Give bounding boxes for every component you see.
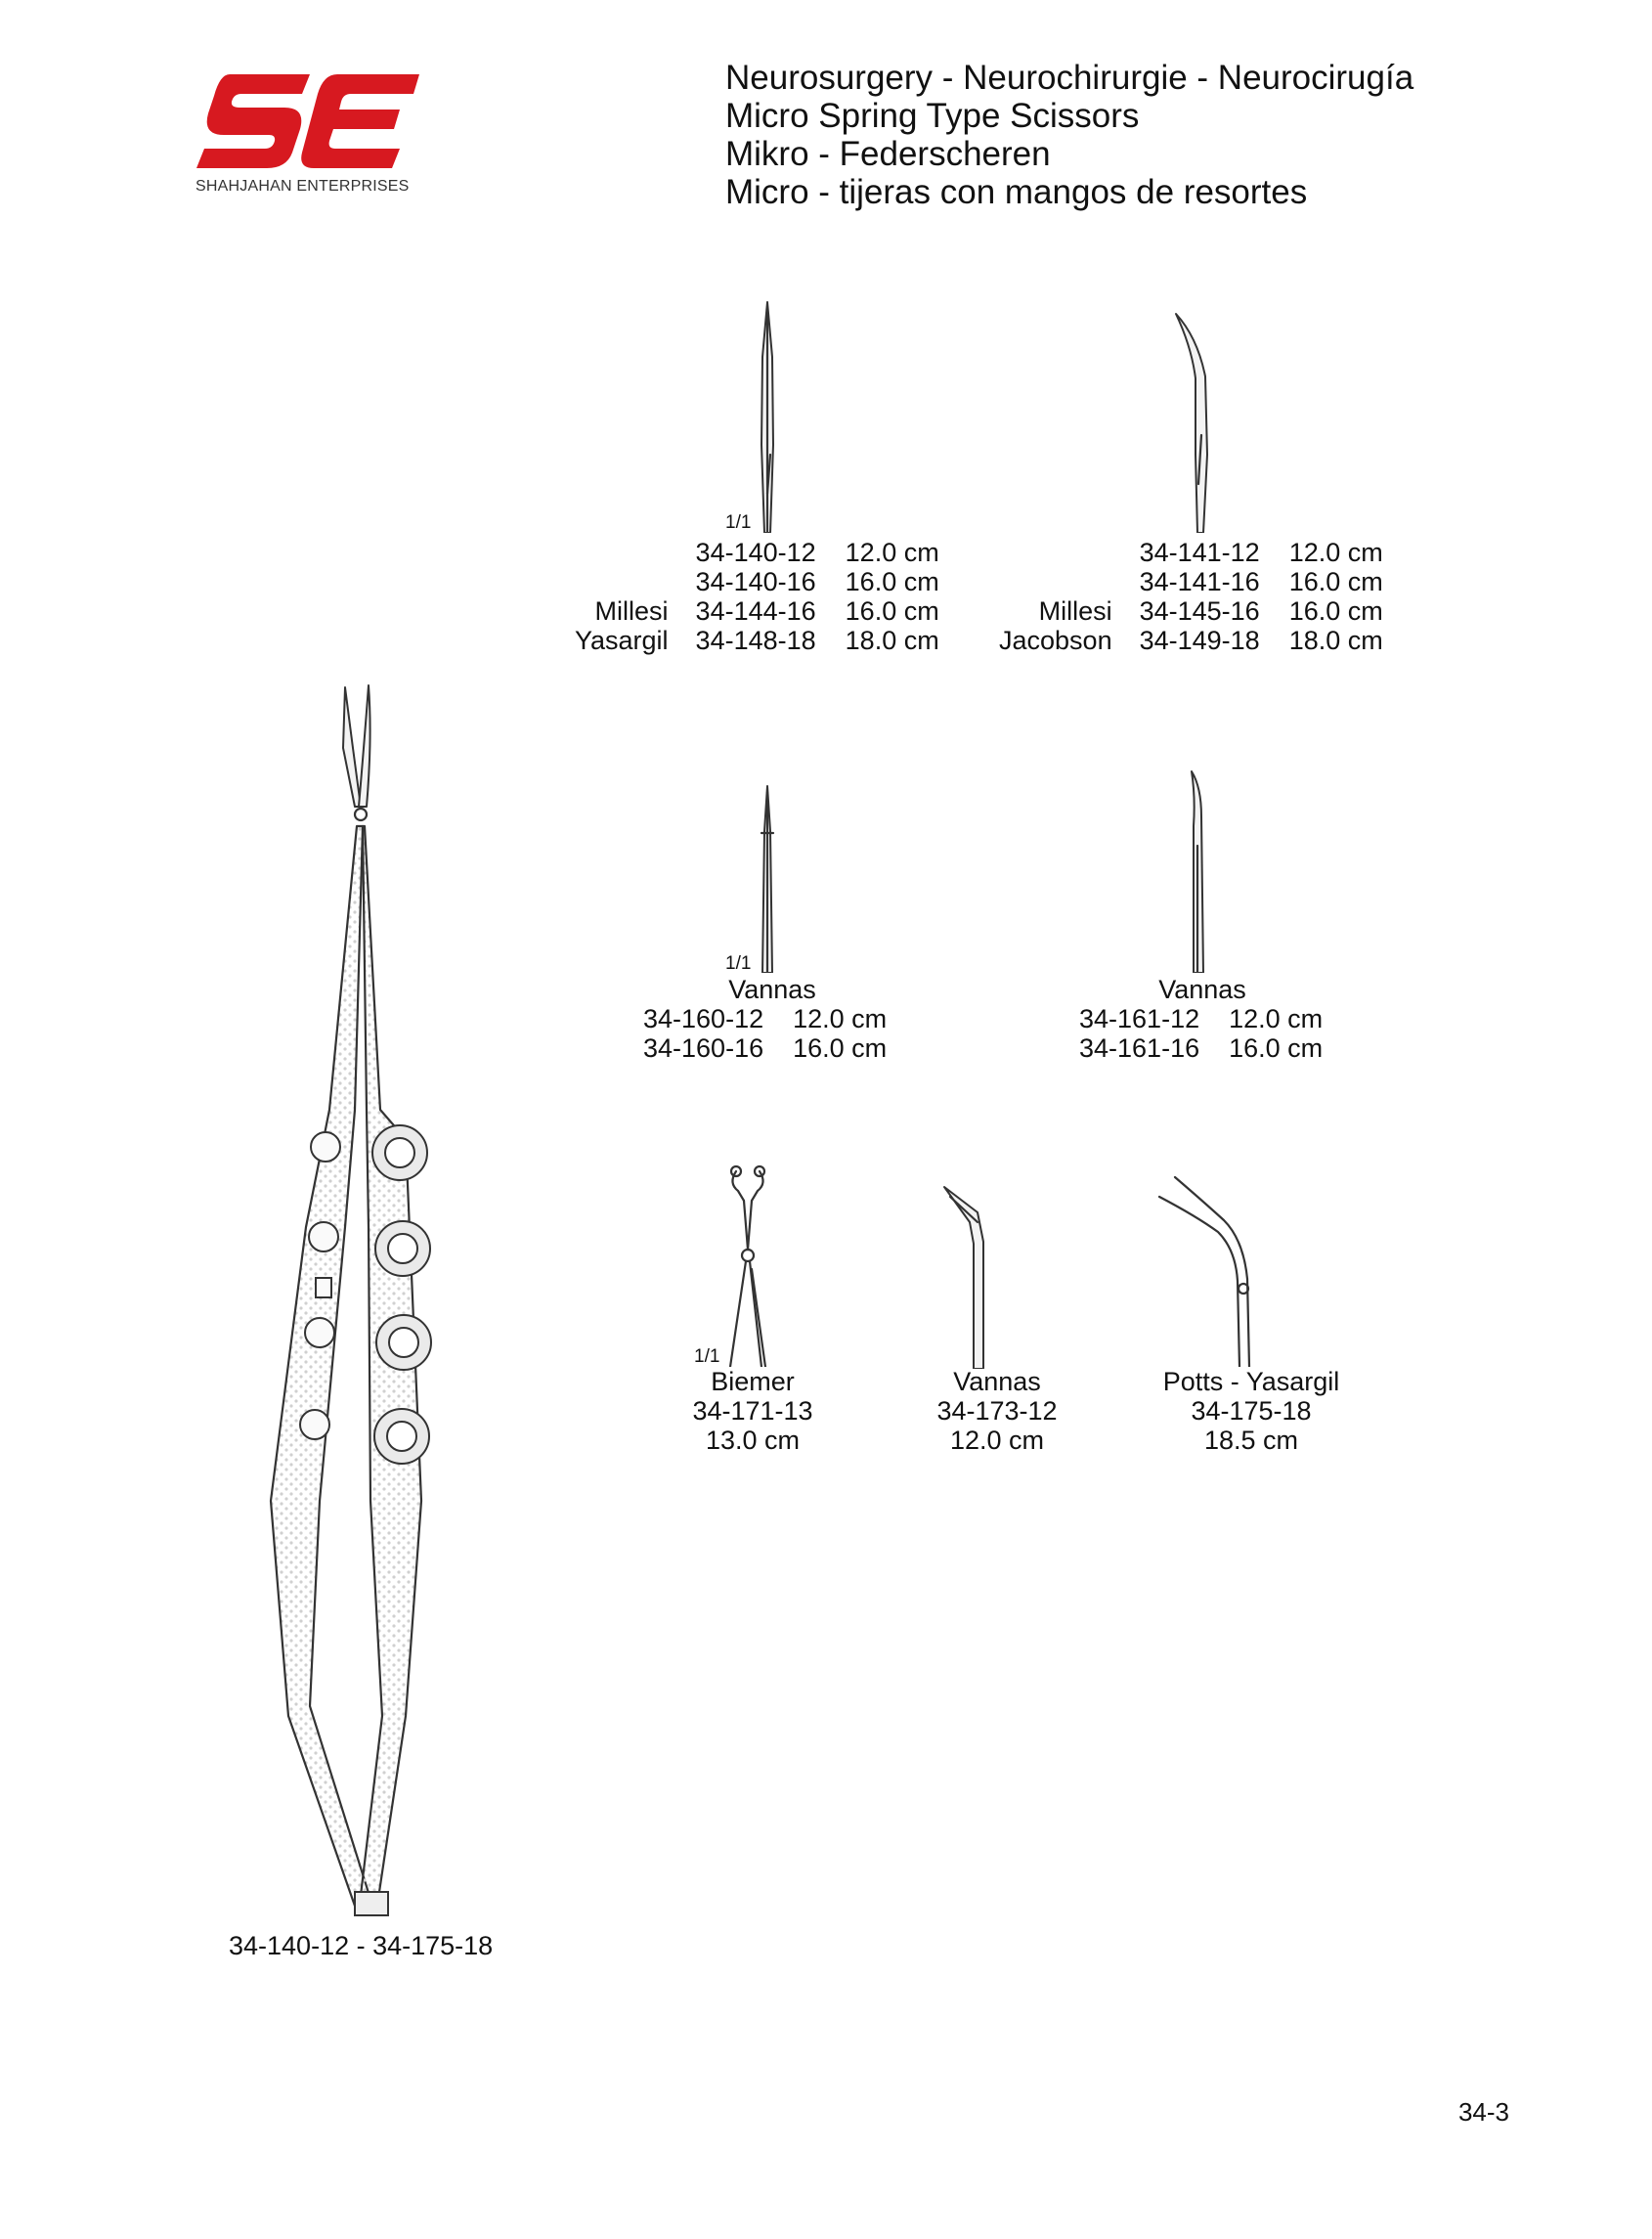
table-row: 34-141-16 16.0 cm bbox=[1139, 567, 1383, 596]
se-logo-mark bbox=[191, 70, 425, 178]
table-row: 34-161-16 16.0 cm bbox=[1079, 1033, 1324, 1063]
table-row: Yasargil 34-148-18 18.0 cm bbox=[575, 626, 939, 655]
vannas-straight-spec-table bbox=[643, 1004, 887, 1063]
table-row: Millesi 34-145-16 16.0 cm bbox=[1038, 596, 1383, 626]
vannas-curved-title: Vannas bbox=[1158, 975, 1246, 1004]
table-row: 34-140-16 16.0 cm bbox=[695, 567, 939, 596]
vannas-angled-size: 12.0 cm bbox=[949, 1426, 1045, 1455]
curved-spec-table bbox=[999, 538, 1383, 655]
potts-code: 34-175-18 bbox=[1191, 1396, 1312, 1426]
vannas-straight-title: Vannas bbox=[728, 975, 816, 1004]
vannas-straight-tip-illustration bbox=[748, 782, 787, 973]
table-row: Jacobson 34-149-18 18.0 cm bbox=[999, 626, 1383, 655]
potts-spec bbox=[1105, 1367, 1398, 1455]
potts-title: Potts - Yasargil bbox=[1162, 1367, 1340, 1396]
header-line-2: Micro Spring Type Scissors bbox=[725, 97, 1140, 135]
potts-yasargil-illustration bbox=[1153, 1171, 1281, 1367]
company-name: SHAHJAHAN ENTERPRISES bbox=[196, 178, 410, 195]
straight-spec-table bbox=[575, 538, 939, 655]
page-number: 34-3 bbox=[1457, 2097, 1509, 2127]
biemer-spec bbox=[645, 1367, 860, 1455]
vannas-curved-tip-illustration bbox=[1178, 768, 1217, 973]
biemer-code: 34-171-13 bbox=[692, 1396, 813, 1426]
vannas-angled-title: Vannas bbox=[953, 1367, 1041, 1396]
header-line-1: Neurosurgery - Neurochirurgie - Neurocirugía bbox=[725, 59, 1414, 97]
header-line-4: Micro - tijeras con mangos de resortes bbox=[725, 173, 1308, 211]
vannas-angled-code: 34-173-12 bbox=[936, 1396, 1058, 1426]
main-instrument-range: 34-140-12 - 34-175-18 bbox=[229, 1931, 494, 1960]
straight-scissor-tip-illustration bbox=[748, 298, 787, 533]
table-row: 34-141-12 12.0 cm bbox=[1139, 538, 1383, 567]
vannas-angled-tip-illustration bbox=[938, 1183, 1007, 1369]
curved-scissor-tip-illustration bbox=[1168, 308, 1227, 533]
biemer-title: Biemer bbox=[711, 1367, 795, 1396]
vannas-angled-spec bbox=[890, 1367, 1105, 1455]
table-row: Millesi 34-144-16 16.0 cm bbox=[594, 596, 939, 626]
page-header bbox=[725, 59, 1413, 211]
table-row: 34-140-12 12.0 cm bbox=[695, 538, 939, 567]
biemer-scale-label: 1/1 bbox=[694, 1346, 720, 1367]
potts-size: 18.5 cm bbox=[1203, 1426, 1299, 1455]
straight-scale-label: 1/1 bbox=[725, 512, 752, 533]
vannas-curved-spec-table bbox=[1079, 1004, 1323, 1063]
vannas-straight-scale-label: 1/1 bbox=[725, 953, 752, 974]
table-row: 34-161-12 12.0 cm bbox=[1079, 1004, 1324, 1033]
biemer-size: 13.0 cm bbox=[705, 1426, 801, 1455]
biemer-scissor-illustration bbox=[709, 1162, 787, 1367]
table-row: 34-160-16 16.0 cm bbox=[643, 1033, 888, 1063]
spring-scissors-main-illustration bbox=[259, 680, 474, 1921]
header-line-3: Mikro - Federscheren bbox=[725, 135, 1051, 173]
table-row: 34-160-12 12.0 cm bbox=[643, 1004, 888, 1033]
company-logo bbox=[191, 70, 425, 198]
